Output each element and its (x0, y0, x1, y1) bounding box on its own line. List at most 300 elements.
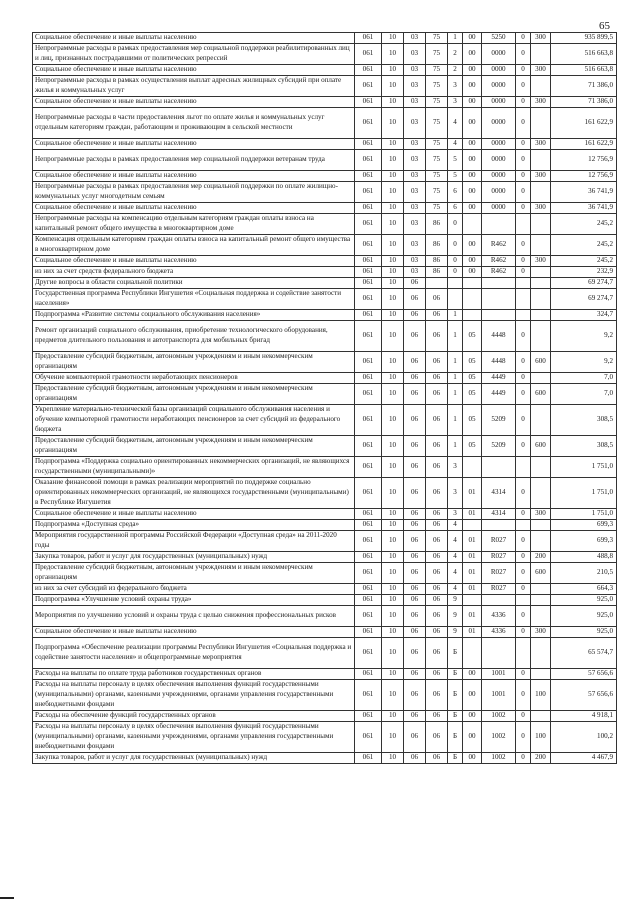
table-row (33, 436, 617, 457)
event-code: 01 (463, 563, 482, 584)
expense-type-code (531, 150, 551, 171)
event-code: 05 (463, 352, 482, 373)
direction-code (482, 289, 516, 310)
subprogram-code (448, 289, 463, 310)
table-row (33, 520, 617, 531)
table-row (33, 310, 617, 321)
subsection-code: 06 (404, 563, 426, 584)
row-name: Непрограммные расходы в рамках предоставления мер социальной поддержки по оплате жилищно-коммунальных услуг многодетным семьям (33, 182, 355, 203)
row-amount: 12 756,9 (551, 150, 617, 171)
section-code: 10 (382, 563, 404, 584)
expense-type-code: 300 (531, 509, 551, 520)
section-code: 10 (382, 606, 404, 627)
row-name: Предоставление субсидий бюджетным, автономным учреждениям и иным некоммерческим организациям (33, 352, 355, 373)
direction-code: 0000 (482, 108, 516, 139)
gr-code: 061 (355, 384, 382, 405)
subsection-code: 06 (404, 373, 426, 384)
expense-type-code (531, 267, 551, 278)
event-code (463, 278, 482, 289)
gr-code: 061 (355, 373, 382, 384)
subsection-code: 06 (404, 405, 426, 436)
direction-code: 4449 (482, 373, 516, 384)
expense-type-code (531, 214, 551, 235)
program-code: 75 (426, 171, 448, 182)
program-code: 06 (426, 753, 448, 764)
row-amount: 65 574,7 (551, 638, 617, 669)
row-name: Мероприятия по улучшению условий и охраны труда с целью снижения профессиональных рисков (33, 606, 355, 627)
program-code: 75 (426, 44, 448, 65)
table-row (33, 753, 617, 764)
direction-code: R027 (482, 531, 516, 552)
event-code: 00 (463, 44, 482, 65)
subprogram-code: 4 (448, 108, 463, 139)
program-code: 06 (426, 405, 448, 436)
gr-code: 061 (355, 65, 382, 76)
row-name: Социальное обеспечение и иные выплаты населению (33, 97, 355, 108)
gr-code: 061 (355, 584, 382, 595)
row-name: Подпрограмма «Поддержка социально ориентированных некоммерческих организаций, не являющихся государственными (муниципальными)» (33, 457, 355, 478)
table-row (33, 509, 617, 520)
row-name: Непрограммные расходы на компенсацию отдельным категориям граждан оплаты взноса на капитальный ремонт общего имущества в многоквартирном доме (33, 214, 355, 235)
event-code: 00 (463, 150, 482, 171)
row-amount: 925,0 (551, 606, 617, 627)
gr-code: 061 (355, 150, 382, 171)
row-name: Подпрограмма «Развитие системы социального обслуживания населения» (33, 310, 355, 321)
extra-code: 0 (516, 76, 531, 97)
direction-code: 0000 (482, 150, 516, 171)
subprogram-code: 5 (448, 150, 463, 171)
gr-code: 061 (355, 520, 382, 531)
extra-code: 0 (516, 352, 531, 373)
subsection-code: 06 (404, 627, 426, 638)
row-name: Непрограммные расходы в рамках предоставления мер социальной поддержки ветеранам труда (33, 150, 355, 171)
extra-code: 0 (516, 509, 531, 520)
gr-code: 061 (355, 321, 382, 352)
row-amount: 699,3 (551, 520, 617, 531)
section-code: 10 (382, 150, 404, 171)
direction-code (482, 214, 516, 235)
row-amount: 12 756,9 (551, 171, 617, 182)
section-code: 10 (382, 669, 404, 680)
gr-code: 061 (355, 680, 382, 711)
table-row (33, 405, 617, 436)
program-code: 06 (426, 563, 448, 584)
subprogram-code: Б (448, 680, 463, 711)
subprogram-code: Б (448, 638, 463, 669)
section-code: 10 (382, 182, 404, 203)
extra-code: 0 (516, 627, 531, 638)
program-code: 06 (426, 531, 448, 552)
subprogram-code: 3 (448, 509, 463, 520)
subprogram-code: 9 (448, 627, 463, 638)
expense-type-code (531, 182, 551, 203)
event-code: 01 (463, 584, 482, 595)
row-amount: 516 663,8 (551, 65, 617, 76)
table-row (33, 139, 617, 150)
extra-code: 0 (516, 478, 531, 509)
subprogram-code: 9 (448, 606, 463, 627)
extra-code: 0 (516, 669, 531, 680)
subsection-code: 03 (404, 139, 426, 150)
row-amount: 699,3 (551, 531, 617, 552)
row-amount: 9,2 (551, 321, 617, 352)
row-amount: 925,0 (551, 627, 617, 638)
event-code: 00 (463, 235, 482, 256)
gr-code: 061 (355, 711, 382, 722)
section-code: 10 (382, 235, 404, 256)
direction-code: 0000 (482, 182, 516, 203)
program-code: 06 (426, 606, 448, 627)
gr-code: 061 (355, 753, 382, 764)
subsection-code: 06 (404, 436, 426, 457)
section-code: 10 (382, 384, 404, 405)
extra-code: 0 (516, 606, 531, 627)
subsection-code: 03 (404, 65, 426, 76)
direction-code: 4448 (482, 321, 516, 352)
section-code: 10 (382, 44, 404, 65)
extra-code (516, 595, 531, 606)
table-row (33, 552, 617, 563)
subprogram-code (448, 278, 463, 289)
event-code: 01 (463, 552, 482, 563)
direction-code: R027 (482, 563, 516, 584)
row-name: Закупка товаров, работ и услуг для государственных (муниципальных) нужд (33, 552, 355, 563)
subsection-code: 03 (404, 235, 426, 256)
row-name: Ремонт организаций социального обслуживания, приобретение технологического оборудования, предметов длительного пользования и автотранспорта для мобильных бригад (33, 321, 355, 352)
program-code: 06 (426, 627, 448, 638)
section-code: 10 (382, 289, 404, 310)
expense-type-code: 600 (531, 352, 551, 373)
row-amount: 69 274,7 (551, 278, 617, 289)
subprogram-code: 3 (448, 97, 463, 108)
subprogram-code: 6 (448, 203, 463, 214)
program-code: 06 (426, 352, 448, 373)
event-code: 05 (463, 436, 482, 457)
event-code: 01 (463, 509, 482, 520)
gr-code: 061 (355, 669, 382, 680)
subprogram-code: Б (448, 669, 463, 680)
program-code: 06 (426, 457, 448, 478)
section-code: 10 (382, 711, 404, 722)
table-row (33, 711, 617, 722)
subsection-code: 06 (404, 680, 426, 711)
section-code: 10 (382, 722, 404, 753)
row-name: из них за счет субсидий из федерального бюджета (33, 584, 355, 595)
row-amount: 516 663,8 (551, 44, 617, 65)
subprogram-code: 1 (448, 33, 463, 44)
event-code: 00 (463, 669, 482, 680)
gr-code: 061 (355, 478, 382, 509)
expense-type-code (531, 638, 551, 669)
gr-code: 061 (355, 278, 382, 289)
row-amount: 7,0 (551, 373, 617, 384)
row-name: из них за счет средств федерального бюджета (33, 267, 355, 278)
row-name: Расходы на выплаты персоналу в целях обеспечения выполнения функций государственными (муниципальными) органами, казенными учреждениями, органами управления государственными внебюджетными фондами (33, 680, 355, 711)
section-code: 10 (382, 214, 404, 235)
gr-code: 061 (355, 44, 382, 65)
event-code: 00 (463, 97, 482, 108)
extra-code (516, 278, 531, 289)
row-name: Предоставление субсидий бюджетным, автономным учреждениям и иным некоммерческим организациям (33, 384, 355, 405)
extra-code: 0 (516, 531, 531, 552)
table-row (33, 627, 617, 638)
row-name: Государственная программа Республики Ингушетия «Социальная поддержка и содействие занятости населения» (33, 289, 355, 310)
subsection-code: 03 (404, 150, 426, 171)
table-row (33, 289, 617, 310)
table-row (33, 531, 617, 552)
section-code: 10 (382, 509, 404, 520)
subprogram-code: 6 (448, 182, 463, 203)
event-code: 01 (463, 606, 482, 627)
section-code: 10 (382, 638, 404, 669)
program-code: 06 (426, 584, 448, 595)
table-row (33, 669, 617, 680)
expense-type-code (531, 669, 551, 680)
program-code: 06 (426, 373, 448, 384)
direction-code: 4336 (482, 606, 516, 627)
direction-code: 0000 (482, 76, 516, 97)
event-code: 00 (463, 680, 482, 711)
row-amount: 308,5 (551, 405, 617, 436)
gr-code: 061 (355, 203, 382, 214)
row-amount: 100,2 (551, 722, 617, 753)
direction-code: 1002 (482, 711, 516, 722)
extra-code: 0 (516, 44, 531, 65)
direction-code: 5209 (482, 405, 516, 436)
gr-code: 061 (355, 552, 382, 563)
program-code: 06 (426, 722, 448, 753)
program-code: 06 (426, 680, 448, 711)
direction-code: 1002 (482, 753, 516, 764)
expense-type-code (531, 478, 551, 509)
subsection-code: 03 (404, 97, 426, 108)
section-code: 10 (382, 595, 404, 606)
expense-type-code (531, 310, 551, 321)
row-name: Социальное обеспечение и иные выплаты населению (33, 509, 355, 520)
extra-code: 0 (516, 182, 531, 203)
table-row (33, 478, 617, 509)
subsection-code: 06 (404, 509, 426, 520)
extra-code (516, 520, 531, 531)
extra-code: 0 (516, 33, 531, 44)
expense-type-code (531, 108, 551, 139)
direction-code: R027 (482, 584, 516, 595)
subprogram-code: 4 (448, 563, 463, 584)
expense-type-code (531, 595, 551, 606)
direction-code (482, 310, 516, 321)
section-code: 10 (382, 267, 404, 278)
extra-code: 0 (516, 235, 531, 256)
row-name: Социальное обеспечение и иные выплаты населению (33, 256, 355, 267)
direction-code: 0000 (482, 171, 516, 182)
subprogram-code: 1 (448, 321, 463, 352)
subprogram-code: 4 (448, 531, 463, 552)
table-row (33, 722, 617, 753)
event-code (463, 595, 482, 606)
event-code: 00 (463, 753, 482, 764)
subsection-code: 06 (404, 352, 426, 373)
row-name: Компенсация отдельным категориям граждан оплаты взноса на капитальный ремонт общего имущества в многоквартирном доме (33, 235, 355, 256)
event-code: 05 (463, 405, 482, 436)
extra-code: 0 (516, 753, 531, 764)
row-name: Мероприятия государственной программы Российской Федерации «Доступная среда» на 2011-2020 годы (33, 531, 355, 552)
direction-code: 1001 (482, 669, 516, 680)
gr-code: 061 (355, 595, 382, 606)
event-code: 00 (463, 139, 482, 150)
gr-code: 061 (355, 256, 382, 267)
subsection-code: 03 (404, 182, 426, 203)
event-code (463, 289, 482, 310)
row-name: Непрограммные расходы в части предоставления льгот по оплате жилья и коммунальных услуг отдельным категориям граждан, работающим и проживающим в сельской местности (33, 108, 355, 139)
subsection-code: 06 (404, 638, 426, 669)
event-code: 00 (463, 76, 482, 97)
gr-code: 061 (355, 722, 382, 753)
extra-code: 0 (516, 563, 531, 584)
section-code: 10 (382, 256, 404, 267)
row-amount: 57 656,6 (551, 680, 617, 711)
page-number: 65 (599, 20, 610, 32)
row-amount: 9,2 (551, 352, 617, 373)
row-amount: 1 751,0 (551, 457, 617, 478)
gr-code: 061 (355, 171, 382, 182)
extra-code: 0 (516, 584, 531, 595)
subsection-code: 06 (404, 278, 426, 289)
subsection-code: 03 (404, 108, 426, 139)
subsection-code: 03 (404, 203, 426, 214)
section-code: 10 (382, 139, 404, 150)
row-amount: 245,2 (551, 235, 617, 256)
row-amount: 324,7 (551, 310, 617, 321)
section-code: 10 (382, 405, 404, 436)
subprogram-code: 4 (448, 520, 463, 531)
row-amount: 4 918,1 (551, 711, 617, 722)
gr-code: 061 (355, 76, 382, 97)
row-name: Расходы на выплаты персоналу в целях обеспечения выполнения функций государственными (муниципальными) органами, казенными учреждениями, органами управления государственными внебюджетными фондами (33, 722, 355, 753)
subsection-code: 06 (404, 753, 426, 764)
direction-code (482, 638, 516, 669)
section-code: 10 (382, 584, 404, 595)
section-code: 10 (382, 278, 404, 289)
subprogram-code: 9 (448, 595, 463, 606)
row-amount: 935 899,5 (551, 33, 617, 44)
section-code: 10 (382, 203, 404, 214)
table-row (33, 171, 617, 182)
subprogram-code: 2 (448, 65, 463, 76)
program-code: 75 (426, 150, 448, 171)
expense-type-code: 300 (531, 203, 551, 214)
section-code: 10 (382, 753, 404, 764)
extra-code: 0 (516, 552, 531, 563)
expense-type-code: 100 (531, 722, 551, 753)
table-row (33, 384, 617, 405)
subsection-code: 06 (404, 669, 426, 680)
event-code (463, 638, 482, 669)
table-row (33, 235, 617, 256)
direction-code: 1001 (482, 680, 516, 711)
subprogram-code: 2 (448, 44, 463, 65)
subprogram-code: 5 (448, 171, 463, 182)
row-name: Укрепление материально-технической базы организаций социального обслуживания населения и обучение компьютерной грамотности неработающих пенсионеров за счет субсидий из федерального бюджета (33, 405, 355, 436)
program-code: 06 (426, 478, 448, 509)
subsection-code: 03 (404, 214, 426, 235)
program-code: 75 (426, 182, 448, 203)
expense-type-code: 300 (531, 139, 551, 150)
table-row (33, 563, 617, 584)
row-name: Подпрограмма «Обеспечение реализации программы Республики Ингушетия «Социальная поддержка и содействие занятости населения» и общепрограммные мероприятия (33, 638, 355, 669)
subprogram-code: 0 (448, 267, 463, 278)
gr-code: 061 (355, 457, 382, 478)
row-amount: 1 751,0 (551, 509, 617, 520)
direction-code: 1002 (482, 722, 516, 753)
subprogram-code: 0 (448, 256, 463, 267)
direction-code: 0000 (482, 203, 516, 214)
table-row (33, 108, 617, 139)
row-amount: 36 741,9 (551, 203, 617, 214)
table-row (33, 321, 617, 352)
row-name: Предоставление субсидий бюджетным, автономным учреждениям и иным некоммерческим организациям (33, 563, 355, 584)
extra-code: 0 (516, 108, 531, 139)
expense-type-code (531, 44, 551, 65)
gr-code: 061 (355, 139, 382, 150)
row-amount: 71 386,0 (551, 97, 617, 108)
section-code: 10 (382, 76, 404, 97)
section-code: 10 (382, 352, 404, 373)
event-code: 00 (463, 171, 482, 182)
section-code: 10 (382, 436, 404, 457)
program-code: 06 (426, 669, 448, 680)
row-amount: 210,5 (551, 563, 617, 584)
expense-type-code (531, 373, 551, 384)
table-row (33, 638, 617, 669)
gr-code: 061 (355, 289, 382, 310)
expense-type-code (531, 76, 551, 97)
subsection-code: 06 (404, 584, 426, 595)
subsection-code: 06 (404, 520, 426, 531)
program-code: 06 (426, 310, 448, 321)
row-name: Социальное обеспечение и иные выплаты населению (33, 139, 355, 150)
program-code: 86 (426, 256, 448, 267)
direction-code (482, 595, 516, 606)
extra-code (516, 289, 531, 310)
program-code: 75 (426, 33, 448, 44)
expense-type-code: 100 (531, 680, 551, 711)
section-code: 10 (382, 108, 404, 139)
direction-code: 0000 (482, 65, 516, 76)
subprogram-code: 3 (448, 76, 463, 97)
expense-type-code: 200 (531, 753, 551, 764)
direction-code (482, 278, 516, 289)
gr-code: 061 (355, 214, 382, 235)
gr-code: 061 (355, 563, 382, 584)
expense-type-code (531, 235, 551, 256)
expense-type-code (531, 278, 551, 289)
section-code: 10 (382, 97, 404, 108)
direction-code: R027 (482, 552, 516, 563)
subsection-code: 06 (404, 321, 426, 352)
row-amount: 308,5 (551, 436, 617, 457)
extra-code: 0 (516, 711, 531, 722)
section-code: 10 (382, 321, 404, 352)
subsection-code: 06 (404, 595, 426, 606)
expense-type-code: 300 (531, 627, 551, 638)
program-code: 75 (426, 97, 448, 108)
row-amount: 36 741,9 (551, 182, 617, 203)
event-code: 01 (463, 478, 482, 509)
table-row (33, 150, 617, 171)
gr-code: 061 (355, 509, 382, 520)
subprogram-code: Б (448, 753, 463, 764)
extra-code: 0 (516, 384, 531, 405)
